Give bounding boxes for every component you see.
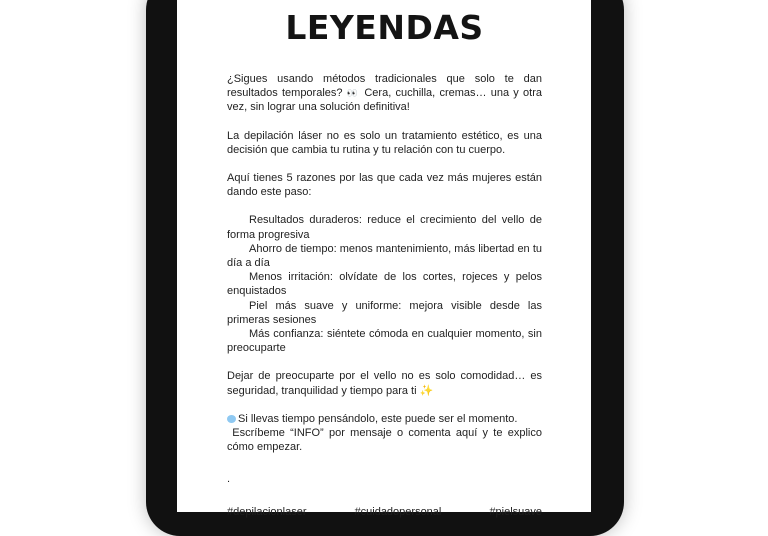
hashtag[interactable]: #pielsuave <box>489 506 542 519</box>
sparkles-emoji-icon: ✨ <box>419 384 434 397</box>
list-item <box>227 213 542 241</box>
cta-line-2: Escríbeme “INFO” por mensaje o comenta aquí y te explico cómo empezar. <box>227 427 542 454</box>
post-content <box>227 0 542 518</box>
reason-text: Piel más suave y uniforme: mejora visible desde las primeras sesiones <box>227 299 542 326</box>
eyes-emoji-icon: 👀 <box>346 88 361 99</box>
reason-text: Menos irritación: olvídate de los cortes, rojeces y pelos enquistados <box>227 271 542 298</box>
reason-text: Más confianza: siéntete cómoda en cualquier momento, sin preocuparte <box>227 328 542 355</box>
separator-dot: . <box>227 473 231 486</box>
paragraph-cta <box>227 412 542 455</box>
list-item <box>227 327 542 355</box>
list-item <box>227 242 542 270</box>
speech-bubble-icon <box>227 415 236 423</box>
paragraph-reasons-intro: Aquí tienes 5 razones por las que cada vez más mujeres están dando este paso: <box>227 172 542 199</box>
intro-text: ¿Sigues usando métodos tradicionales que solo te dan resultados temporales? <box>227 73 542 100</box>
cta-line-1: Si llevas tiempo pensándolo, este puede ser el momento. <box>238 412 518 425</box>
hashtag[interactable]: #cuidadopersonal <box>354 506 442 519</box>
list-item <box>227 299 542 327</box>
comfort-text: Dejar de preocuparte por el vello no es solo comodidad… es seguridad, tranquilidad y tiempo para ti <box>227 370 542 397</box>
post-title: LEYENDAS <box>285 8 484 47</box>
intro-rest: Cera, cuchilla, cremas… una y otra vez, sin lograr una solución definitiva! <box>227 87 542 114</box>
paragraph-laser: La depilación láser no es solo un tratamiento estético, es una decisión que cambia tu rutina y tu relación con tu cuerpo. <box>227 129 542 156</box>
reason-text: Resultados duraderos: reduce el crecimiento del vello de forma progresiva <box>227 214 542 241</box>
paragraph-comfort <box>227 369 542 397</box>
list-item <box>227 270 542 298</box>
hashtag[interactable]: #depilacionlaser <box>227 506 307 519</box>
tablet-screen <box>177 0 591 519</box>
reasons-list <box>227 213 542 355</box>
reason-text: Ahorro de tiempo: menos mantenimiento, más libertad en tu día a día <box>227 242 542 270</box>
hashtags-row <box>227 506 542 518</box>
paragraph-intro <box>227 72 542 115</box>
